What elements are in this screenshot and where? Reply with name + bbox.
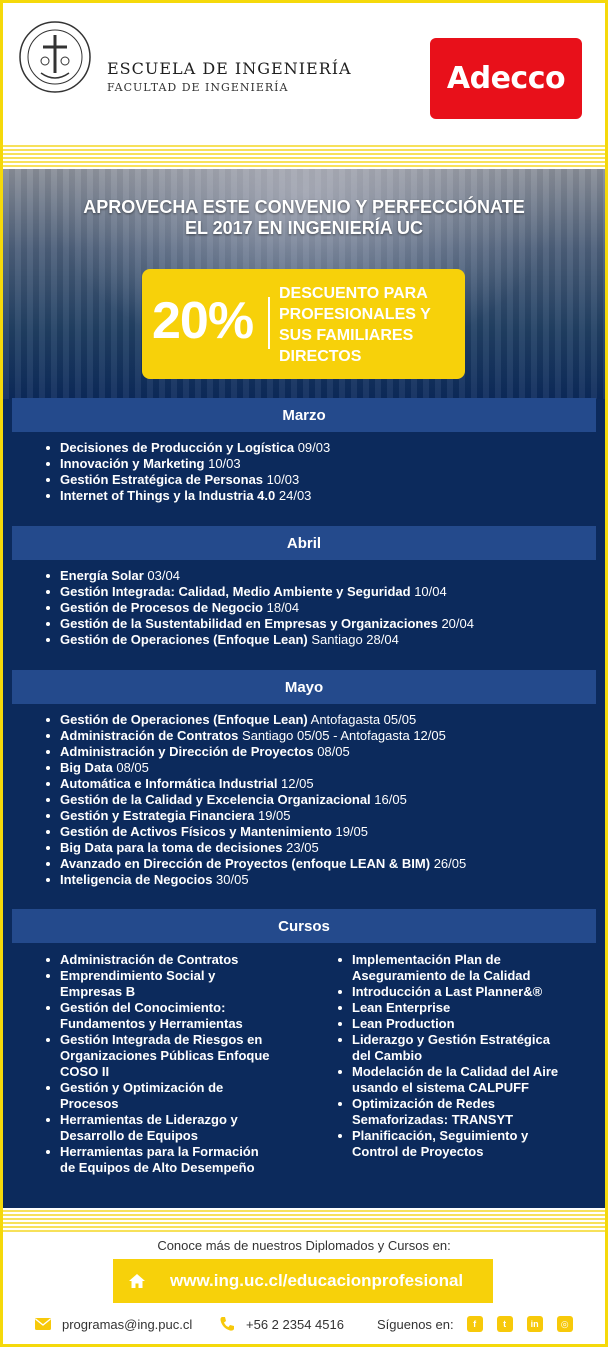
twitter-icon[interactable]: t (497, 1316, 513, 1332)
main-content (3, 169, 605, 1208)
course-date: Santiago 05/05 - Antofagasta 12/05 (238, 728, 446, 743)
linkedin-icon[interactable]: in (527, 1316, 543, 1332)
list-item[interactable] (352, 984, 598, 1000)
course-name: Planificación, Seguimiento y (352, 1128, 529, 1143)
faculty-name: FACULTAD DE INGENIERÍA (107, 81, 289, 94)
list-item[interactable] (60, 568, 600, 584)
email-address[interactable]: programas@ing.puc.cl (62, 1316, 193, 1332)
course-name-cont: Fundamentos y Herramientas (60, 1016, 243, 1031)
list-item[interactable] (60, 776, 600, 792)
list-item[interactable] (60, 856, 600, 872)
course-name: Automática e Informática Industrial (60, 776, 278, 791)
list-item[interactable] (352, 1128, 598, 1160)
list-item[interactable] (60, 952, 300, 968)
course-name-cont: Organizaciones Públicas Enfoque (60, 1048, 270, 1063)
course-name-cont: Desarrollo de Equipos (60, 1128, 198, 1143)
facebook-icon[interactable]: f (467, 1316, 483, 1332)
course-name: Emprendimiento Social y (60, 968, 216, 983)
list-item[interactable] (60, 632, 600, 648)
course-name-cont: Semaforizadas: TRANSYT (352, 1112, 514, 1127)
course-name: Big Data (60, 760, 113, 775)
course-date: 23/05 (282, 840, 319, 855)
footer-stripes (3, 1208, 605, 1234)
hero-title (3, 197, 605, 239)
list-item[interactable] (60, 616, 600, 632)
footer-intro: Conoce más de nuestros Diplomados y Cursos en: (157, 1238, 451, 1253)
uc-seal-icon (17, 13, 93, 109)
course-name: Gestión Estratégica de Personas (60, 472, 264, 487)
list-item[interactable] (60, 488, 600, 504)
course-name: Implementación Plan de (352, 952, 501, 967)
list-item[interactable] (60, 760, 600, 776)
list-item[interactable] (60, 472, 600, 488)
course-name: Decisiones de Producción y Logística (60, 440, 295, 455)
course-name-cont: de Equipos de Alto Desempeño (60, 1160, 255, 1175)
course-name: Internet of Things y la Industria 4.0 (60, 488, 276, 503)
course-name: Gestión de Activos Físicos y Mantenimiento (60, 824, 332, 839)
course-date: 08/05 (112, 760, 149, 775)
list-item[interactable] (60, 1144, 300, 1176)
discount-percent: 20% (152, 292, 254, 350)
course-date: 19/05 (331, 824, 369, 839)
discount-text (279, 283, 459, 367)
header-stripes (3, 143, 605, 169)
course-name: Gestión de la Sustentabilidad en Empresas y Organizaciones (60, 616, 438, 631)
mayo-list (60, 712, 600, 888)
course-date: 26/05 (430, 856, 467, 871)
course-date: 24/03 (275, 488, 312, 503)
abril-list (60, 568, 600, 648)
list-item[interactable] (60, 600, 600, 616)
list-item[interactable] (60, 744, 600, 760)
course-name: Administración de Contratos (60, 952, 239, 967)
header (3, 3, 605, 143)
website-link-button[interactable] (113, 1259, 493, 1303)
hero-title-line1: APROVECHA ESTE CONVENIO Y PERFECCIÓNATE (83, 197, 525, 217)
course-name-cont: Aseguramiento de la Calidad (352, 968, 531, 983)
course-name: Lean Production (352, 1016, 455, 1031)
course-date: 12/05 (277, 776, 314, 791)
school-name: ESCUELA DE INGENIERÍA (107, 59, 352, 78)
course-date: 18/04 (263, 600, 300, 615)
course-name: Administración y Dirección de Proyectos (60, 744, 314, 759)
list-item[interactable] (60, 1000, 300, 1032)
cursos-list-left (60, 952, 300, 1176)
list-item[interactable] (60, 872, 600, 888)
course-date: 30/05 (212, 872, 249, 887)
course-name: Gestión Integrada: Calidad, Medio Ambiente y Seguridad (60, 584, 411, 599)
discount-line2: PROFESIONALES Y (279, 306, 431, 323)
email-contact[interactable] (34, 1314, 192, 1334)
course-date: 08/05 (313, 744, 350, 759)
course-date: 10/03 (204, 456, 241, 471)
course-date: 20/04 (437, 616, 474, 631)
course-name: Gestión y Estrategia Financiera (60, 808, 255, 823)
list-item[interactable] (60, 1112, 300, 1144)
course-name: Gestión de la Calidad y Excelencia Organizacional (60, 792, 371, 807)
course-name-cont: Control de Proyectos (352, 1144, 484, 1159)
list-item[interactable] (60, 440, 600, 456)
course-date: Antofagasta 05/05 (307, 712, 417, 727)
course-name-cont: usando el sistema CALPUFF (352, 1080, 529, 1095)
hero-banner (3, 169, 605, 399)
section-header-cursos: Cursos (12, 909, 596, 943)
course-name: Innovación y Marketing (60, 456, 205, 471)
discount-badge (142, 269, 465, 379)
list-item[interactable] (60, 1080, 300, 1112)
home-icon (127, 1271, 147, 1291)
course-name: Avanzado en Dirección de Proyectos (enfoque LEAN & BIM) (60, 856, 431, 871)
list-item[interactable] (60, 840, 600, 856)
list-item[interactable] (60, 808, 600, 824)
list-item[interactable] (60, 728, 600, 744)
phone-contact[interactable] (218, 1314, 344, 1334)
list-item[interactable] (352, 1000, 598, 1016)
course-date: 03/04 (143, 568, 180, 583)
course-date: 16/05 (370, 792, 407, 807)
list-item[interactable] (352, 1064, 598, 1096)
list-item[interactable] (352, 1016, 598, 1032)
course-name: Lean Enterprise (352, 1000, 451, 1015)
course-name-cont: del Cambio (352, 1048, 423, 1063)
list-item[interactable] (352, 1096, 598, 1128)
phone-icon (218, 1315, 236, 1333)
course-name: Gestión de Procesos de Negocio (60, 600, 263, 615)
course-name: Optimización de Redes (352, 1096, 496, 1111)
website-url[interactable]: www.ing.uc.cl/educacionprofesional (170, 1271, 464, 1290)
section-header-abril: Abril (12, 526, 596, 560)
discount-line3: SUS FAMILIARES (279, 327, 414, 344)
course-name: Inteligencia de Negocios (60, 872, 213, 887)
list-item[interactable] (60, 456, 600, 472)
course-name: Administración de Contratos (60, 728, 239, 743)
course-date: 10/04 (410, 584, 447, 599)
instagram-icon[interactable]: ◎ (557, 1316, 573, 1332)
course-name: Modelación de la Calidad del Aire (352, 1064, 559, 1079)
course-name: Gestión de Operaciones (Enfoque Lean) (60, 712, 308, 727)
course-name-cont: COSO II (60, 1064, 110, 1079)
list-item[interactable] (60, 824, 600, 840)
course-date: 09/03 (294, 440, 331, 455)
course-name: Herramientas de Liderazgo y (60, 1112, 238, 1127)
course-name: Gestión del Conocimiento: (60, 1000, 226, 1015)
marzo-list (60, 440, 600, 504)
section-header-marzo: Marzo (12, 398, 596, 432)
course-name: Gestión y Optimización de (60, 1080, 224, 1095)
list-item[interactable] (60, 584, 600, 600)
course-name: Gestión Integrada de Riesgos en (60, 1032, 263, 1047)
follow-label: Síguenos en: (377, 1316, 454, 1332)
section-header-mayo: Mayo (12, 670, 596, 704)
discount-divider (268, 297, 270, 349)
list-item[interactable] (60, 712, 600, 728)
list-item[interactable] (352, 1032, 598, 1064)
adecco-logo (430, 38, 582, 119)
adecco-logo-text: Adecco (446, 61, 566, 96)
course-name: Energía Solar (60, 568, 144, 583)
discount-line4: DIRECTOS (279, 348, 362, 365)
envelope-icon (34, 1315, 52, 1333)
list-item[interactable] (352, 952, 598, 984)
course-name-cont: Procesos (60, 1096, 119, 1111)
course-date: 19/05 (254, 808, 291, 823)
course-name: Herramientas para la Formación (60, 1144, 259, 1159)
discount-line1: DESCUENTO PARA (279, 285, 428, 302)
course-date: 10/03 (263, 472, 300, 487)
social-links (377, 1314, 573, 1334)
list-item[interactable] (60, 792, 600, 808)
course-name: Big Data para la toma de decisiones (60, 840, 283, 855)
course-name-cont: Empresas B (60, 984, 136, 999)
course-name: Introducción a Last Planner&® (352, 984, 543, 999)
course-name: Gestión de Operaciones (Enfoque Lean) (60, 632, 308, 647)
phone-number[interactable]: +56 2 2354 4516 (246, 1316, 344, 1332)
list-item[interactable] (60, 1032, 300, 1080)
course-name: Liderazgo y Gestión Estratégica (352, 1032, 550, 1047)
hero-title-line2: EL 2017 EN INGENIERÍA UC (184, 218, 424, 238)
list-item[interactable] (60, 968, 300, 1000)
course-date: Santiago 28/04 (307, 632, 399, 647)
cursos-list-right (352, 952, 598, 1160)
